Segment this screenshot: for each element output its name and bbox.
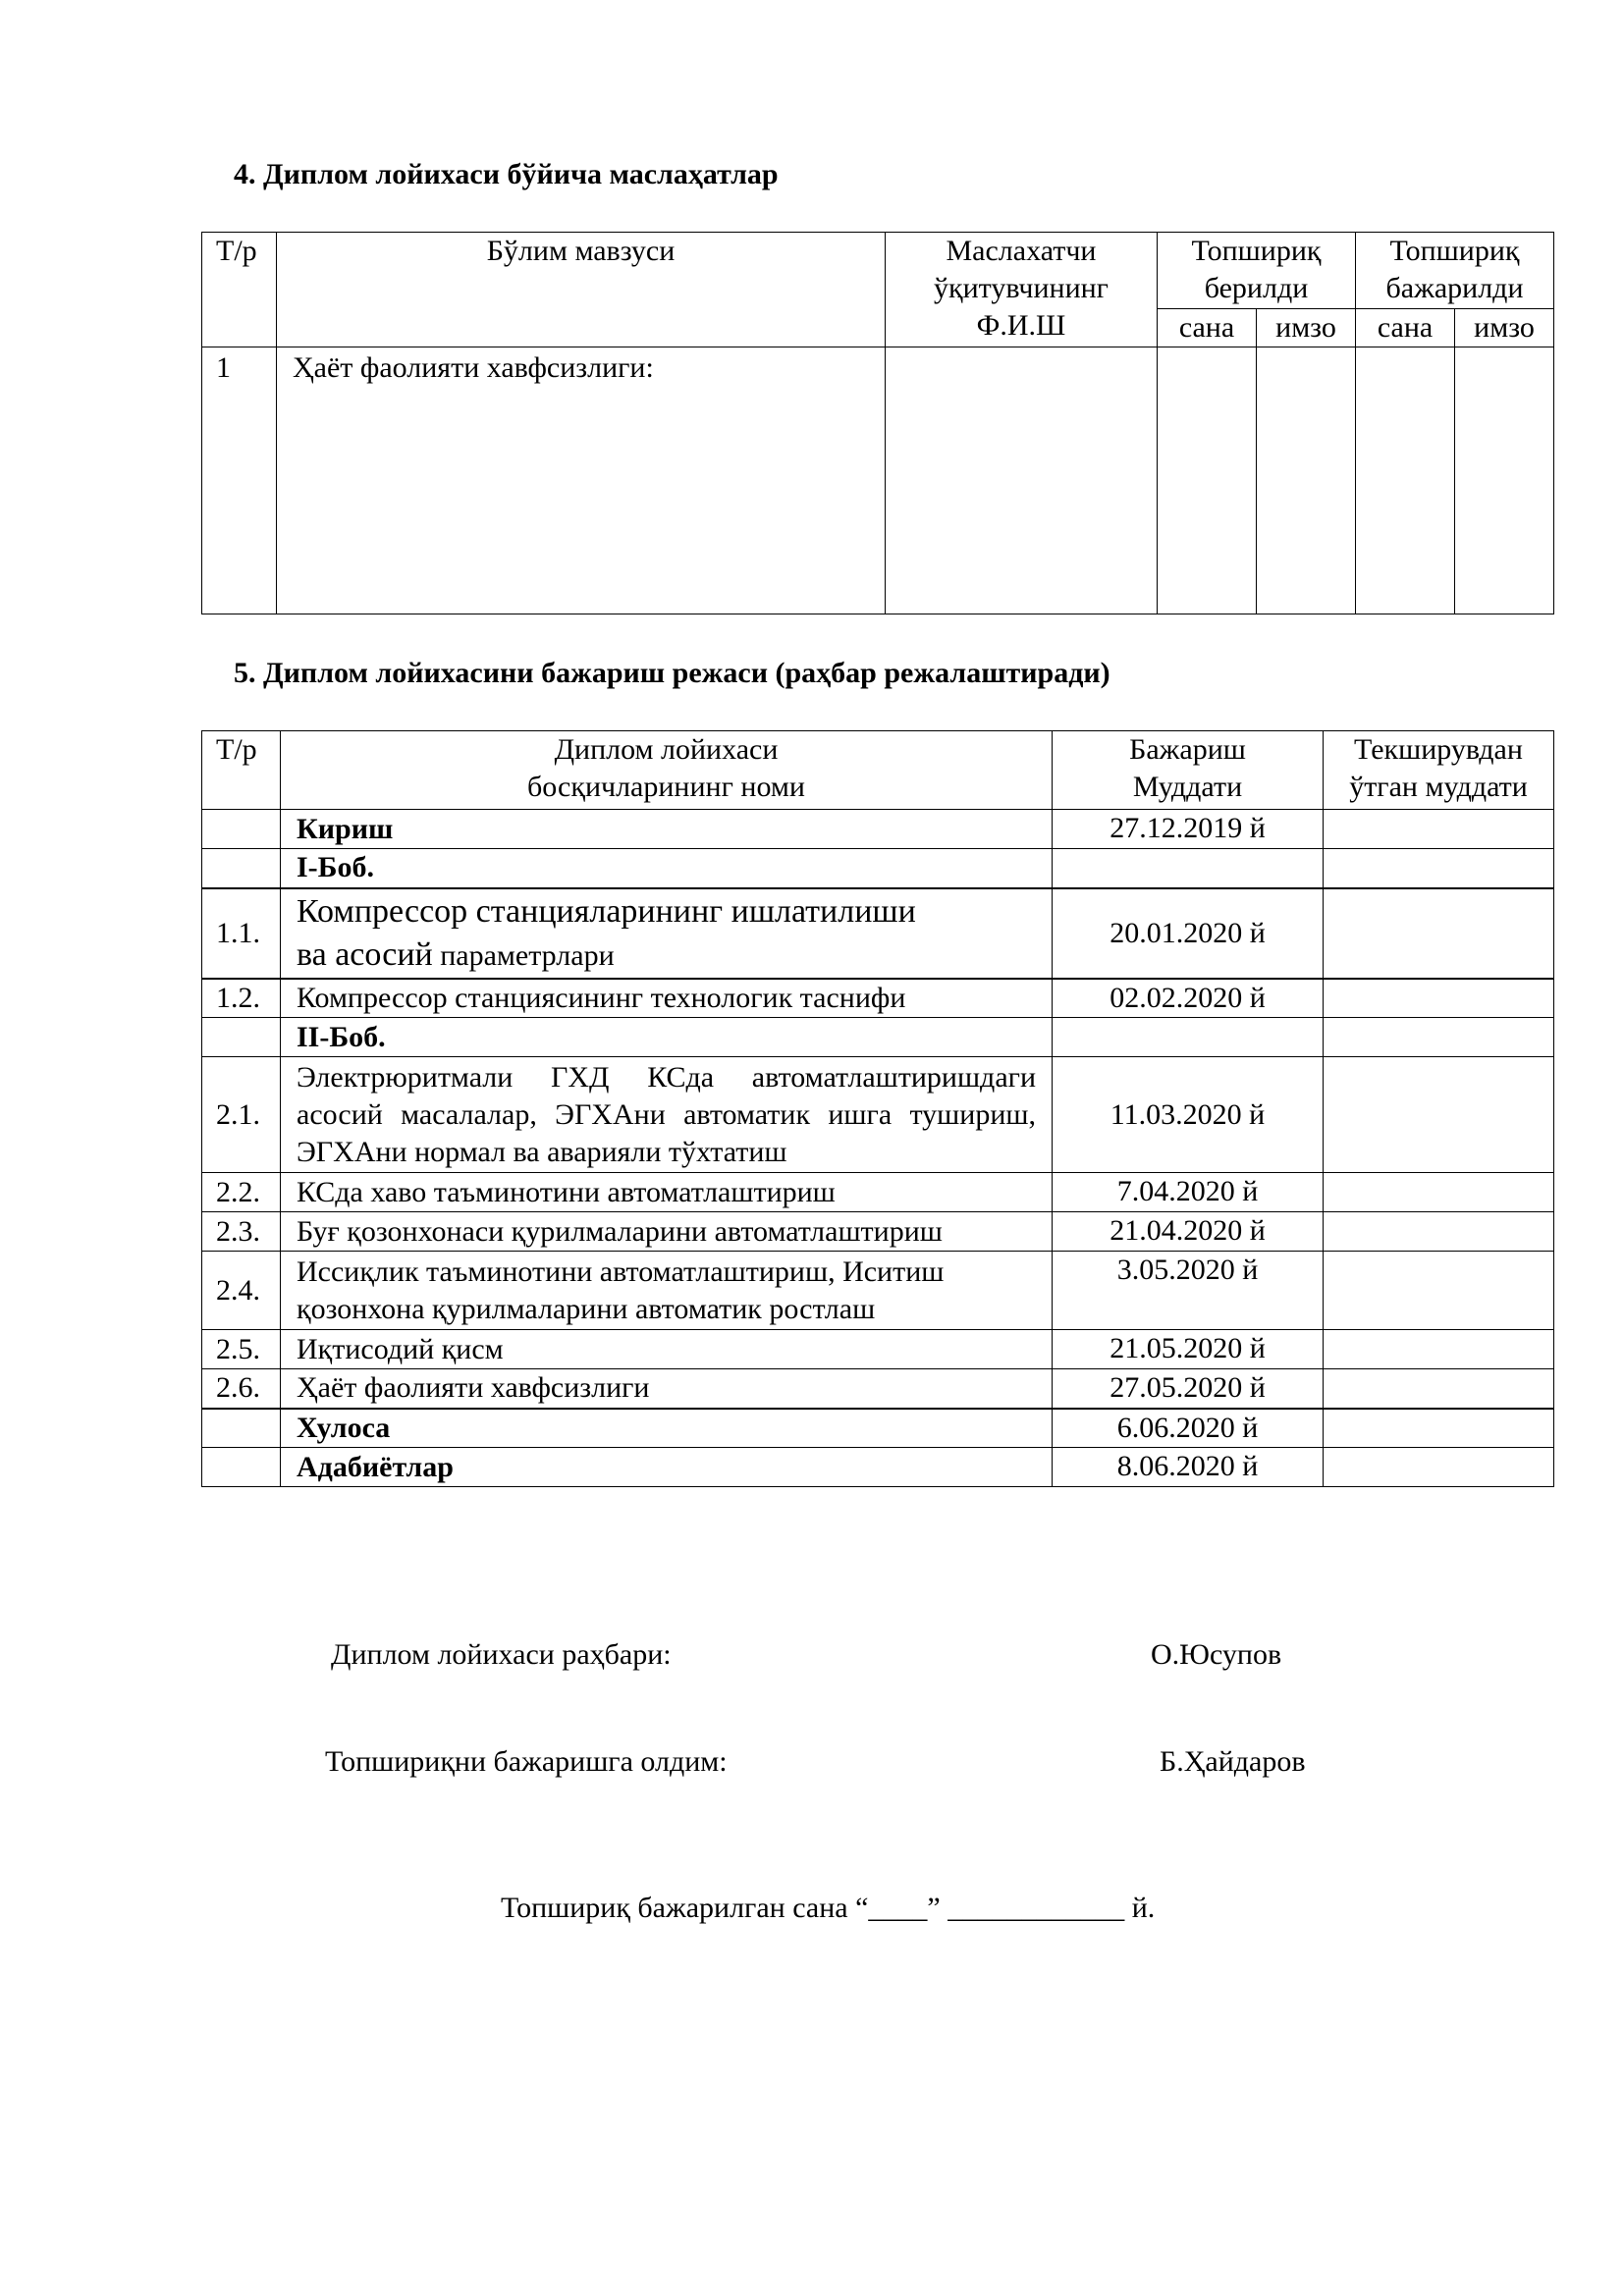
- table-row: 1.2. Компрессор станциясининг технологик таснифи 02.02.2020 й: [202, 979, 1554, 1018]
- row-topic: Ҳаёт фаолияти хавфсизлиги:: [277, 347, 886, 614]
- table-row: [202, 1018, 1554, 1057]
- table-row: 1.1. Компрессор станцияларининг ишлатилиши ва асосий параметрлари 20.01.2020 й: [202, 888, 1554, 979]
- row-deadline: 8.06.2020 й: [1053, 1448, 1324, 1487]
- completion-date-line: Топшириқ бажарилган сана “____” ____________ й.: [501, 1892, 1156, 1924]
- row-stage: Компрессор станциясининг технологик таснифи: [281, 979, 1053, 1018]
- section-5-title: 5. Диплом лойихасини бажариш режаси (раҳбар режалаштиради): [234, 657, 1110, 689]
- header-checked: Текширувдан ўтган муддати: [1324, 731, 1554, 810]
- row-done-sign: [1455, 347, 1554, 614]
- row-stage: Иссиқлик таъминотини автоматлаштириш, Иситиш қозонхона қурилмаларини автоматик ростлаш: [281, 1252, 1053, 1330]
- row-deadline: 21.04.2020 й: [1053, 1212, 1324, 1252]
- header-deadline: Бажариш Муддати: [1053, 731, 1324, 810]
- row-stage: Компрессор станцияларининг ишлатилиши ва асосий параметрлари: [281, 888, 1053, 979]
- student-label: Топшириқни бажаришга олдим:: [325, 1745, 728, 1778]
- row-stage: I-Боб.: [281, 849, 1053, 888]
- row-stage: Ҳаёт фаолияти хавфсизлиги: [281, 1369, 1053, 1409]
- row-deadline: 27.05.2020 й: [1053, 1369, 1324, 1409]
- header-num: Т/р: [202, 731, 281, 810]
- row-done-date: [1356, 347, 1455, 614]
- table-row: 2.1. Электрюритмали ГХД КСда автоматлаштиришдаги асосий масалалар, ЭГХАни автоматик ишга тушириш, ЭГХАни нормал ва аварияли тўхтатиш 11.03.2020 й: [202, 1057, 1554, 1173]
- table-row: 2.3. Буғ қозонхонаси қурилмаларини автоматлаштириш 21.04.2020 й: [202, 1212, 1554, 1252]
- row-stage: Иқтисодий қисм: [281, 1330, 1053, 1369]
- table-row: 2.5. Иқтисодий қисм 21.05.2020 й: [202, 1330, 1554, 1369]
- row-num: 1: [202, 347, 277, 614]
- row-stage: КСда хаво таъминотини автоматлаштириш: [281, 1173, 1053, 1212]
- row-stage: II-Боб.: [281, 1018, 1053, 1057]
- row-deadline: 6.06.2020 й: [1053, 1409, 1324, 1448]
- row-given-sign: [1257, 347, 1356, 614]
- consultations-table: [201, 232, 1554, 614]
- table-row: [202, 1448, 1554, 1487]
- table-header-row: [202, 731, 1554, 810]
- row-deadline: 11.03.2020 й: [1053, 1057, 1324, 1173]
- header-given-sign: имзо: [1257, 309, 1356, 347]
- header-task-given: Топшириқ берилди: [1158, 233, 1356, 309]
- row-deadline: [1053, 849, 1324, 888]
- row-deadline: 7.04.2020 й: [1053, 1173, 1324, 1212]
- header-done-date: сана: [1356, 309, 1455, 347]
- row-deadline: 27.12.2019 й: [1053, 810, 1324, 849]
- header-num: Т/р: [202, 233, 277, 347]
- table-row: [202, 347, 1554, 614]
- table-row: [202, 849, 1554, 888]
- header-advisor: Маслахатчи ўқитувчининг Ф.И.Ш: [886, 233, 1158, 347]
- row-stage: Адабиётлар: [281, 1448, 1053, 1487]
- table-row: 2.4. Иссиқлик таъминотини автоматлаштириш, Иситиш қозонхона қурилмаларини автоматик ростлаш 3.05.2020 й: [202, 1252, 1554, 1330]
- row-deadline: 21.05.2020 й: [1053, 1330, 1324, 1369]
- row-deadline: 3.05.2020 й: [1053, 1252, 1324, 1330]
- row-advisor: [886, 347, 1158, 614]
- section-4-title: 4. Диплом лойихаси бўйича маслаҳатлар: [234, 158, 779, 190]
- row-given-date: [1158, 347, 1257, 614]
- plan-table: [201, 730, 1554, 1487]
- row-stage: Буғ қозонхонаси қурилмаларини автоматлаштириш: [281, 1212, 1053, 1252]
- row-stage: Хулоса: [281, 1409, 1053, 1448]
- table-row: [202, 810, 1554, 849]
- header-task-done: Топшириқ бажарилди: [1356, 233, 1554, 309]
- row-stage: Кириш: [281, 810, 1053, 849]
- header-done-sign: имзо: [1455, 309, 1554, 347]
- header-topic: Бўлим мавзуси: [277, 233, 886, 347]
- row-deadline: 20.01.2020 й: [1053, 888, 1324, 979]
- row-deadline: 02.02.2020 й: [1053, 979, 1324, 1018]
- student-name: Б.Ҳайдаров: [1160, 1745, 1306, 1778]
- header-stage: Диплом лойихаси босқичларининг номи: [281, 731, 1053, 810]
- supervisor-label: Диплом лойихаси раҳбари:: [331, 1638, 672, 1671]
- row-deadline: [1053, 1018, 1324, 1057]
- table-row: 2.6. Ҳаёт фаолияти хавфсизлиги 27.05.2020 й: [202, 1369, 1554, 1409]
- table-row: 2.2. КСда хаво таъминотини автоматлаштириш 7.04.2020 й: [202, 1173, 1554, 1212]
- row-stage: Электрюритмали ГХД КСда автоматлаштиришдаги асосий масалалар, ЭГХАни автоматик ишга тушириш, ЭГХАни нормал ва аварияли тўхтатиш: [281, 1057, 1053, 1173]
- header-given-date: сана: [1158, 309, 1257, 347]
- supervisor-name: О.Юсупов: [1151, 1638, 1282, 1671]
- table-row: [202, 1409, 1554, 1448]
- table-header-row: [202, 233, 1554, 309]
